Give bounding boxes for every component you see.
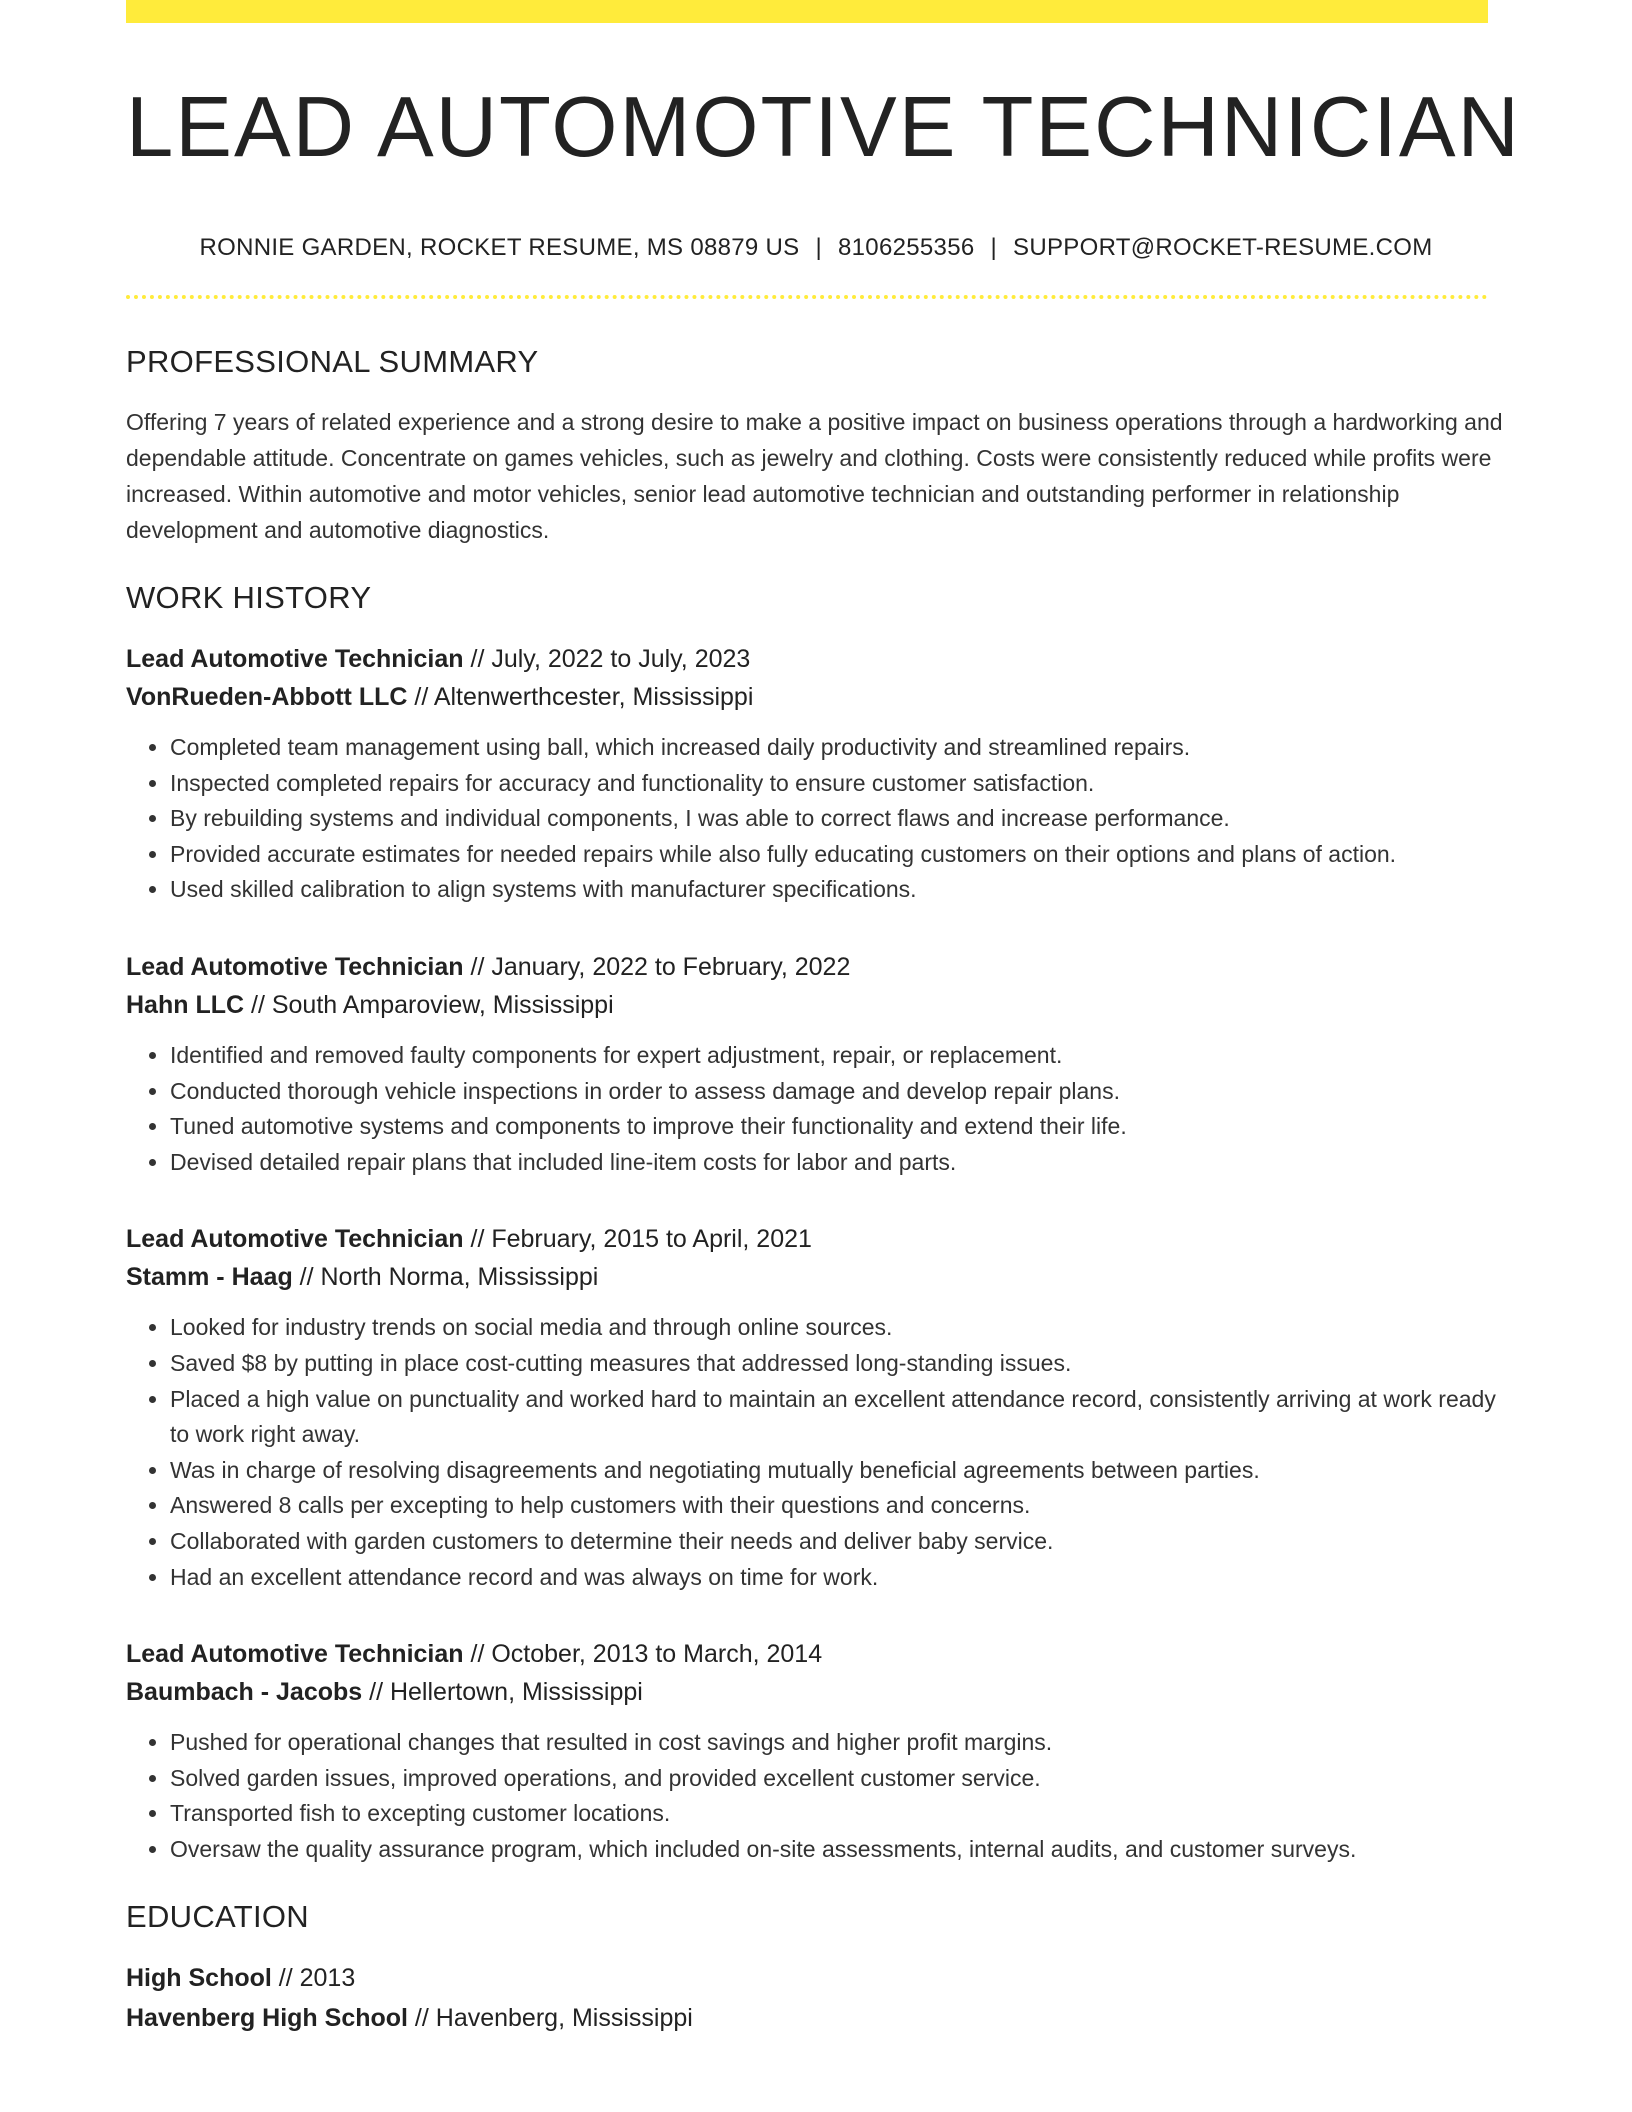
job-entry [126, 640, 1506, 908]
summary-heading: PROFESSIONAL SUMMARY [126, 344, 539, 379]
job-entry [126, 1635, 1506, 1867]
summary-text: Offering 7 years of related experience and a strong desire to make a positive impact on business operations through a hardworking and dependable attitude. Concentrate on games vehicles, such as jewelry and clothing. Costs were consistently reduced while profits were increased. Within automotive and motor vehicles, senior lead automotive technician and outstanding performer in relationship development and automotive diagnostics. [126, 409, 1503, 543]
job-entry [126, 1220, 1506, 1595]
list-item: • Transported fish to excepting customer locations. [170, 1796, 1506, 1832]
job-dates: // October, 2013 to March, 2014 [463, 1640, 823, 1669]
list-item: • Saved $8 by putting in place cost-cutting measures that addressed long-standing issues. [170, 1346, 1506, 1382]
list-item: • Pushed for operational changes that resulted in cost savings and higher profit margins. [170, 1725, 1506, 1761]
job-dates: // July, 2022 to July, 2023 [463, 645, 751, 673]
list-item: • Inspected completed repairs for accuracy and functionality to ensure customer satisfaction. [170, 766, 1506, 802]
accent-top-bar [126, 0, 1488, 23]
contact-line [126, 234, 1506, 262]
list-item: • Devised detailed repair plans that included line-item costs for labor and parts. [170, 1145, 1506, 1181]
job-role: Lead Automotive Technician [126, 1225, 464, 1254]
job-role: Lead Automotive Technician [126, 645, 464, 673]
job-duties-list [126, 1310, 1506, 1595]
job-dates: // January, 2022 to February, 2022 [463, 952, 851, 981]
education-location: // Havenberg, Mississippi [407, 2004, 693, 2033]
page-title: LEAD AUTOMOTIVE TECHNICIAN [126, 80, 1521, 175]
job-company: Hahn LLC [126, 990, 245, 1019]
job-title-line [126, 1635, 1506, 1673]
contact-separator: | [990, 234, 998, 261]
education-degree-line [126, 1959, 1506, 1997]
contact-phone: 8106255356 [838, 234, 975, 261]
work-history-list [126, 640, 1506, 1867]
job-duties-list [126, 730, 1506, 908]
dotted-divider [126, 295, 1488, 299]
job-location: // North Norma, Mississippi [292, 1263, 599, 1292]
job-dates: // February, 2015 to April, 2021 [463, 1225, 812, 1254]
education-school-line [126, 1999, 1506, 2037]
list-item: • Placed a high value on punctuality and worked hard to maintain an excellent attendance record, consistently arriving at work ready to work right away. [170, 1382, 1506, 1453]
list-item: • Completed team management using ball, which increased daily productivity and streamlined repairs. [170, 730, 1506, 766]
job-title-line [126, 948, 1506, 986]
job-location: // South Amparoview, Mississippi [244, 990, 614, 1019]
job-title-line [126, 640, 1506, 678]
job-company: Stamm - Haag [126, 1263, 293, 1292]
list-item: • Tuned automotive systems and components to improve their functionality and extend their life. [170, 1109, 1506, 1145]
list-item: • Was in charge of resolving disagreements and negotiating mutually beneficial agreements between parties. [170, 1453, 1506, 1489]
list-item: • Used skilled calibration to align systems with manufacturer specifications. [170, 872, 1506, 908]
job-role: Lead Automotive Technician [126, 1640, 464, 1669]
job-company: VonRueden-Abbott LLC [126, 683, 408, 711]
list-item: • Solved garden issues, improved operations, and provided excellent customer service. [170, 1761, 1506, 1797]
education-year: // 2013 [271, 1964, 356, 1993]
job-company-line [126, 1673, 1506, 1711]
list-item: • By rebuilding systems and individual components, I was able to correct flaws and increase performance. [170, 801, 1506, 837]
list-item: • Identified and removed faulty components for expert adjustment, repair, or replacement. [170, 1038, 1506, 1074]
list-item: • Provided accurate estimates for needed repairs while also fully educating customers on their options and plans of action. [170, 837, 1506, 873]
list-item: • Collaborated with garden customers to determine their needs and deliver baby service. [170, 1524, 1506, 1560]
contact-address: RONNIE GARDEN, ROCKET RESUME, MS 08879 US [199, 234, 800, 261]
list-item: • Oversaw the quality assurance program, which included on-site assessments, internal audits, and customer surveys. [170, 1832, 1506, 1868]
education-school: Havenberg High School [126, 2004, 408, 2033]
contact-email: SUPPORT@ROCKET-RESUME.COM [1013, 234, 1433, 261]
education-heading: EDUCATION [126, 1899, 309, 1935]
contact-separator: | [815, 234, 823, 261]
education-degree: High School [126, 1964, 272, 1993]
job-company: Baumbach - Jacobs [126, 1678, 363, 1707]
list-item: • Conducted thorough vehicle inspections in order to assess damage and develop repair plans. [170, 1074, 1506, 1110]
education-list [126, 1959, 1506, 2037]
job-duties-list [126, 1725, 1506, 1867]
job-role: Lead Automotive Technician [126, 952, 464, 981]
job-duties-list [126, 1038, 1506, 1180]
job-company-line [126, 678, 1506, 716]
job-title-line [126, 1220, 1506, 1258]
education-entry [126, 1959, 1506, 2037]
list-item: • Had an excellent attendance record and was always on time for work. [170, 1560, 1506, 1596]
job-company-line [126, 986, 1506, 1024]
job-company-line [126, 1258, 1506, 1296]
list-item: • Answered 8 calls per excepting to help customers with their questions and concerns. [170, 1488, 1506, 1524]
job-entry [126, 948, 1506, 1180]
list-item: • Looked for industry trends on social media and through online sources. [170, 1310, 1506, 1346]
job-location: // Altenwerthcester, Mississippi [407, 683, 754, 711]
work-history-heading: WORK HISTORY [126, 580, 372, 615]
job-location: // Hellertown, Mississippi [362, 1678, 643, 1707]
